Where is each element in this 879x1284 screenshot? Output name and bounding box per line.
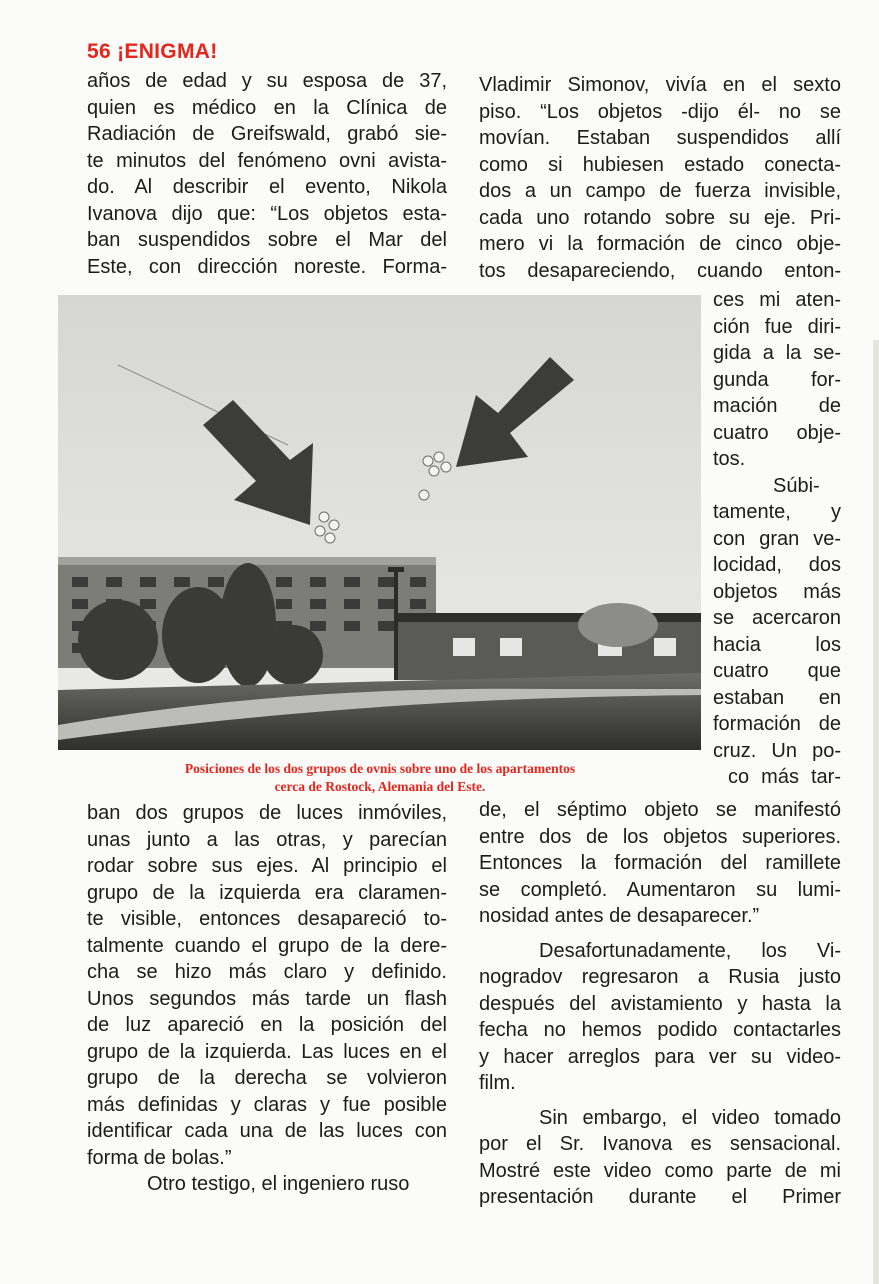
text-line: identificar cada una de las luces con xyxy=(87,1120,447,1142)
text-line: tos. xyxy=(713,448,746,470)
caption-line: cerca de Rostock, Alemania del Este. xyxy=(274,779,486,794)
text-line: unas junto a las otras, y parecían xyxy=(87,828,447,851)
text-line: mación de xyxy=(713,395,841,417)
text-line: cada uno rotando sobre su eje. Pri- xyxy=(479,206,841,229)
text-line: Otro testigo, el ingeniero ruso xyxy=(147,1173,410,1195)
text-line: ban suspendidos sobre el Mar del xyxy=(87,229,447,251)
text-line: presentación durante el Primer xyxy=(479,1186,841,1208)
text-line: te visible, entonces desapareció to- xyxy=(87,908,447,930)
text-line: tamente, y xyxy=(713,501,841,523)
text-line: Sin embargo, el video tomado xyxy=(539,1106,841,1129)
text-column-right-bottom xyxy=(479,797,841,1211)
text-line: fecha no hemos podido contactarles xyxy=(479,1019,841,1041)
text-column-right-narrow xyxy=(713,287,841,791)
caption-line: Posiciones de los dos grupos de ovnis sobre uno de los apartamentos xyxy=(184,761,576,776)
text-line: cuatro obje- xyxy=(713,421,841,444)
text-line: movían. Estaban suspendidos allí xyxy=(479,127,841,149)
text-line: Radiación de Greifswald, grabó sie- xyxy=(87,123,447,145)
text-line: co más tar- xyxy=(728,766,841,788)
text-line: talmente cuando el grupo de la dere- xyxy=(87,934,447,957)
page-edge-shadow xyxy=(873,340,879,1284)
text-column-right-top xyxy=(479,72,841,284)
text-line: gida a la se- xyxy=(713,342,841,364)
text-line: dos a un campo de fuerza invisible, xyxy=(479,180,841,202)
text-line: objetos más xyxy=(713,580,841,603)
text-line: Súbi- xyxy=(773,474,820,497)
text-line: te minutos del fenómeno ovni avista- xyxy=(87,149,447,172)
text-line: Entonces la formación del ramillete xyxy=(479,852,841,874)
text-line: y hacer arreglos para ver su video- xyxy=(479,1045,841,1068)
text-line: después del avistamiento y hasta la xyxy=(479,992,841,1015)
text-line: cha se hizo más claro y definido. xyxy=(87,961,447,983)
text-line: Vladimir Simonov, vivía en el sexto xyxy=(479,74,841,96)
text-line: gunda for- xyxy=(713,368,841,391)
text-line: nosidad antes de desaparecer.” xyxy=(479,905,760,927)
text-line: do. Al describir el evento, Nikola xyxy=(87,176,447,198)
text-line: con gran ve- xyxy=(713,527,841,550)
page-header xyxy=(87,40,218,64)
text-line: hacia los xyxy=(713,633,841,656)
page-number: 56 xyxy=(87,40,111,63)
text-line: forma de bolas.” xyxy=(87,1146,232,1169)
text-line: tos desapareciendo, cuando enton- xyxy=(479,259,841,282)
text-line: locidad, dos xyxy=(713,554,841,576)
text-line: de luz apareció en la posición del xyxy=(87,1014,447,1036)
text-column-left-bottom xyxy=(87,800,447,1198)
text-line: Este, con dirección noreste. Forma- xyxy=(87,255,447,278)
text-line: film. xyxy=(479,1072,516,1094)
text-line: de, el séptimo objeto se manifestó xyxy=(479,799,841,821)
text-line: ción fue diri- xyxy=(713,315,841,338)
text-line: formación de xyxy=(713,713,841,735)
text-line: cruz. Un po- xyxy=(713,739,841,762)
text-line: ces mi aten- xyxy=(713,289,841,311)
text-line: mero vi la formación de cinco obje- xyxy=(479,233,841,255)
text-line: grupo de la izquierda era claramen- xyxy=(87,881,447,904)
text-column-left-top xyxy=(87,68,447,280)
text-line: entre dos de los objetos superiores. xyxy=(479,825,841,848)
text-line: grupo de la derecha se volvieron xyxy=(87,1067,447,1089)
text-line: por el Sr. Ivanova es sensacional. xyxy=(479,1133,841,1155)
text-line: como si hubiesen estado conecta- xyxy=(479,153,841,176)
text-line: estaban en xyxy=(713,686,841,709)
text-line: Mostré este video como parte de mi xyxy=(479,1159,841,1182)
book-title: ¡ENIGMA! xyxy=(117,40,218,63)
text-line: nogradov regresaron a Rusia justo xyxy=(479,966,841,988)
text-line: piso. “Los objetos -dijo él- no se xyxy=(479,100,841,123)
text-line: rodar sobre sus ejes. Al principio el xyxy=(87,855,447,877)
text-line: se acercaron xyxy=(713,607,841,629)
text-line: quien es médico en la Clínica de xyxy=(87,96,447,119)
text-line: ban dos grupos de luces inmóviles, xyxy=(87,802,447,824)
text-line: cuatro que xyxy=(713,660,841,682)
text-line: más definidas y claras y fue posible xyxy=(87,1093,447,1116)
text-line: Desafortunadamente, los Vi- xyxy=(539,939,841,962)
text-line: años de edad y su esposa de 37, xyxy=(87,70,447,92)
text-line: grupo de la izquierda. Las luces en el xyxy=(87,1040,447,1063)
text-line: se completó. Aumentaron su lumi- xyxy=(479,878,841,901)
ufo-photograph xyxy=(58,295,701,750)
photo-caption xyxy=(120,760,640,796)
text-line: Ivanova dijo que: “Los objetos esta- xyxy=(87,202,447,225)
text-line: Unos segundos más tarde un flash xyxy=(87,987,447,1010)
